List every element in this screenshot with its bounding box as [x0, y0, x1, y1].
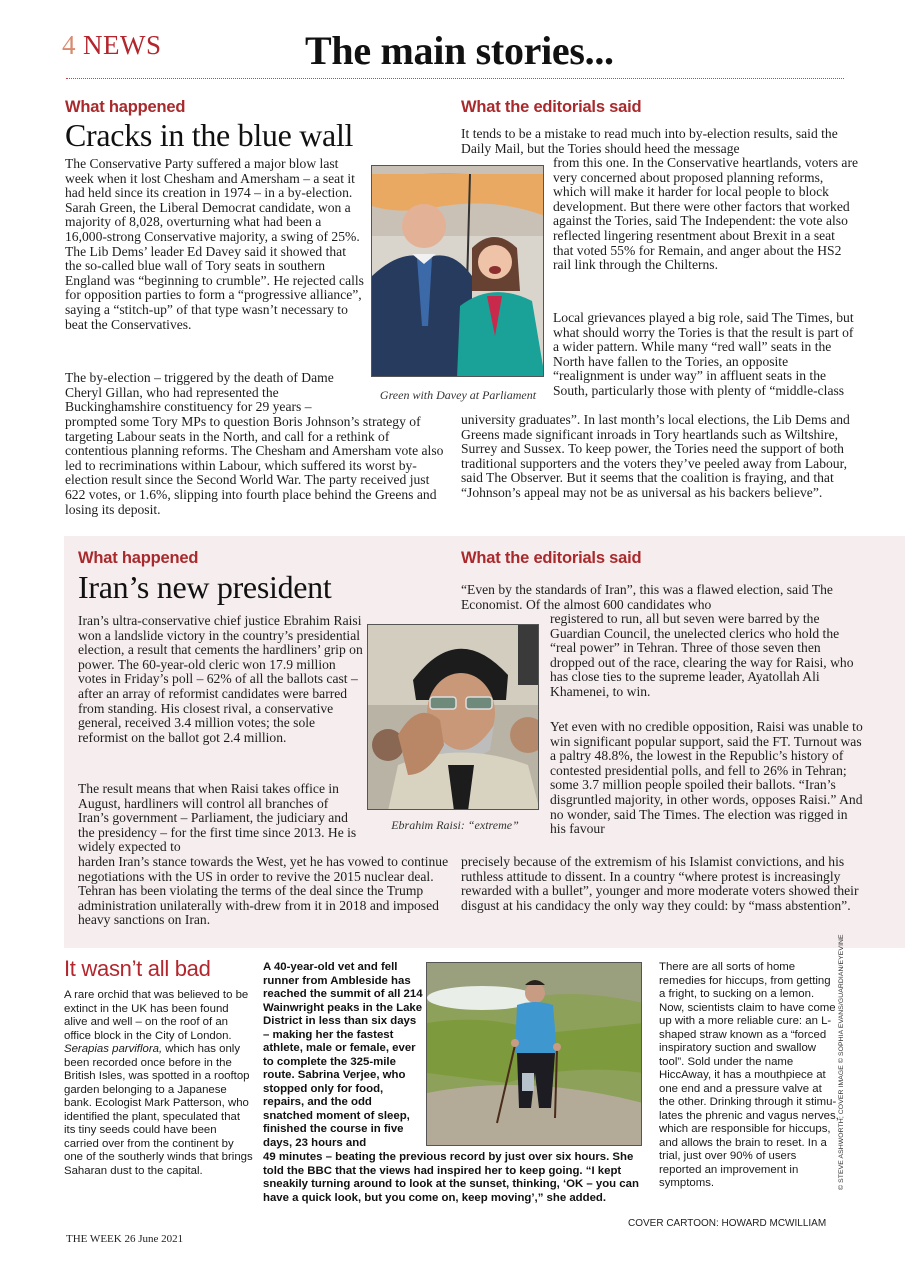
- section-name: NEWS: [83, 30, 162, 60]
- story1-kicker: What happened: [65, 98, 186, 116]
- runner-story-wrapped: A 40-year-old vet and fell runner from Ambleside has reached the summit of all 214 Wainwright peaks in the Lake District in less than six days – making her the fastest athlete, male or female, ever to complete the 325-mile route. Sabrina Verjee, who stopped only for food, repairs, and the odd snatched moment of sleep, finished the course in five days, 23 hours and: [263, 961, 423, 1149]
- story2-headline: Iran’s new president: [78, 569, 332, 605]
- raisi-image: [368, 625, 539, 810]
- davey-green-caption: Green with Davey at Parliament: [379, 388, 537, 402]
- story2-editorials-intro: “Even by the standards of Iran”, this was a flawed election, said The Economist. Of the almost 600 candidates who: [461, 582, 833, 612]
- story2-editorials-kicker: What the editorials said: [461, 549, 642, 567]
- story1-paragraph-2-wrapped: The by-election – triggered by the death of Dame Cheryl Gillan, who had represented the Buckinghamshire constituency for 29 years –: [65, 370, 334, 415]
- story2-paragraph-1: Iran’s ultra-conservative chief justice Ebrahim Raisi won a landslide victory in the country’s presidential election, a result that cements the hardliners’ grip on power. The 60-year-old cleric won 17.9 million votes in Friday’s poll – 62% of all the ballots cast – after an array of reformist candidates were barred from standing. His closest rival, a conservative general, received 3.4 million votes; the sole reformist on the ballot got 2.4 million.: [78, 613, 363, 745]
- orchid-story-intro: A rare orchid that was believed to be extinct in the UK has been found alive and well – on the roof of an office block in the City of London.: [64, 989, 249, 1042]
- story1-headline: Cracks in the blue wall: [65, 117, 354, 153]
- runner-story-full: 49 minutes – beating the previous record by just over six hours. She told the BBC that the views had inspired her to keep going. “I kept sneakily turning around to look at the sunset, thinking, ‘OK – you can have a quick look, but you come on, keep moving’,” she added.: [263, 1151, 639, 1204]
- raisi-photo: [367, 624, 539, 810]
- story2-editorials-paragraph-2-full: precisely because of the extremism of his Islamist convictions, and his ruthless attitude to dissent. In a country “where protest is increasingly rewarded with a bullet”, younger and more moderate voters showed their disgust at his candidacy the only way they could: by “mass abstention”.: [461, 854, 859, 913]
- story1-paragraph-2-full: prompted some Tory MPs to question Boris Johnson’s strategy of targeting Labour seats in the North, and call for a rethink of contentious planning reforms. The Chesham and Amersham vote also led to recriminations within Labour, which suffered its worst by-election result since the Second World War. The party received just 622 votes, or 1.6%, slipping into fourth place behind the Greens and losing its deposit.: [65, 414, 444, 517]
- runner-photo: [426, 962, 642, 1146]
- good-news-title: It wasn’t all bad: [64, 956, 211, 981]
- story1-editorials-paragraph-2-wrapped: Local grievances played a big role, said The Times, but what should worry the Tories is that the result is part of a wider pattern. While many “red wall” seats in the North have fallen to the Tories, an opposite “realignment is under way” in affluent seats in the South, particularly those with plenty of “middle-class: [553, 310, 854, 398]
- story1-editorials-paragraph-1: from this one. In the Conservative heartlands, voters are very concerned about proposed planning reforms, which will make it harder for local people to block development. But there were other factors that worked against the Tories, said The Independent: the vote also reflected lingering resentment about Brexit in a seat that voted 55% for Remain, and anger about the HS2 rail link through the Chilterns.: [553, 155, 859, 273]
- story1-editorials-paragraph-2-full: university graduates”. In last month’s local elections, the Lib Dems and Greens made significant inroads in Tory heartlands such as Wiltshire, Surrey and Sussex. To keep power, the Tories need the support of both traditional supporters and the voters they’ve peeled away from Labour, said The Observer. But it seems that the coalition is fraying, and that “Johnson’s appeal may not be as universal as his backers believe”.: [461, 412, 850, 500]
- story2-editorials-paragraph-1: registered to run, all but seven were barred by the Guardian Council, the unelected clerics who hold the “real power” in Tehran. Three of those seven then dropped out of the race, clearing the way for Raisi, who has close ties to the supreme leader, Ayatollah Ali Khamenei, to win.: [550, 611, 854, 699]
- story1-paragraph-1: The Conservative Party suffered a major blow last week when it lost Chesham and Amersham – a seat it had held since its creation in 1974 – in a by-election. Sarah Green, the Liberal Democrat candidate, won a majority of 8,028, overturning what had been a 16,000-strong Conservative majority, a swing of 25%. The Lib Dems’ leader Ed Davey said it showed that the so-called blue wall of Tory seats in southern England was “beginning to crumble”. He rejected calls for opposition parties to form a “progressive alliance”, saying a “stitch-up” of that type wasn’t necessary to beat the Conservatives.: [65, 156, 364, 332]
- davey-green-image: [372, 166, 544, 377]
- publication-footer: THE WEEK 26 June 2021: [66, 1233, 184, 1245]
- hiccups-story: There are all sorts of home remedies for hiccups, from getting a fright, to sucking on a lemon. Now, scientists claim to have come up with a more reliable cure: an L-shaped straw known as a “forced inspiratory suction and swallow tool”. Sold under the name HiccAway, it has a mouthpiece at one end and a pressure valve at the other. Drinking through it stimu-lates the phrenic and vagus nerves, which are responsible for hiccups, and allows the brain to reset. In a trial, just over 90% of users reported an improvement in symptoms.: [659, 961, 839, 1189]
- page-title: The main stories...: [305, 28, 614, 73]
- story1-editorials-intro: It tends to be a mistake to read much into by-election results, said the Daily Mail, but the Tories should heed the message: [461, 126, 838, 156]
- orchid-story-rest: which has only been recorded once before in the British Isles, was spotted in a rooftop garden belonging to a Japanese bank. Ecologist Mark Patterson, who identified the plant, speculated that its tiny seeds could have been carried over from the continent by one of the southerly winds that brings Saharan dust to the capital.: [64, 1043, 253, 1177]
- story1-editorials-kicker: What the editorials said: [461, 98, 642, 116]
- story2-editorials-paragraph-2-wrapped: Yet even with no credible opposition, Raisi was unable to win significant popular support, said the FT. Turnout was a paltry 48.8%, the lowest in the Republic’s history of contested presidential polls, and fell to 26% in Tehran; some 3.7 million people spoiled their ballots. “Iran’s disgruntled majority, in other words, opposes Raisi.” And no wonder, said The Times. The election was rigged in his favour: [550, 719, 863, 837]
- photo-credit: © STEVE ASHWORTH; COVER IMAGE © SOPHIA EVANS/GUARDIAN/EYEVINE: [838, 934, 845, 1190]
- page-number: 4: [62, 30, 76, 60]
- header-divider: [66, 78, 844, 79]
- runner-image: [427, 963, 642, 1146]
- raisi-caption: Ebrahim Raisi: “extreme”: [391, 818, 519, 832]
- orchid-species-name: Serapias parviflora,: [64, 1043, 163, 1055]
- story2-paragraph-2-full: harden Iran’s stance towards the West, yet he has vowed to continue negotiations with the US in order to revive the 2015 nuclear deal. Tehran has been violating the terms of the deal since the Trump administration unilaterally with-drew from it in 2018 and imposed heavy sanctions on Iran.: [78, 854, 449, 928]
- cover-cartoon-credit: COVER CARTOON: HOWARD MCWILLIAM: [628, 1218, 827, 1229]
- orchid-story: [64, 989, 254, 1178]
- story2-kicker: What happened: [78, 549, 199, 567]
- davey-green-photo: [371, 165, 544, 377]
- story2-paragraph-2-wrapped: The result means that when Raisi takes office in August, hardliners will control all branches of Iran’s government – Parliament, the judiciary and the presidency – for the first time since 2013. He is widely expected to: [78, 781, 357, 855]
